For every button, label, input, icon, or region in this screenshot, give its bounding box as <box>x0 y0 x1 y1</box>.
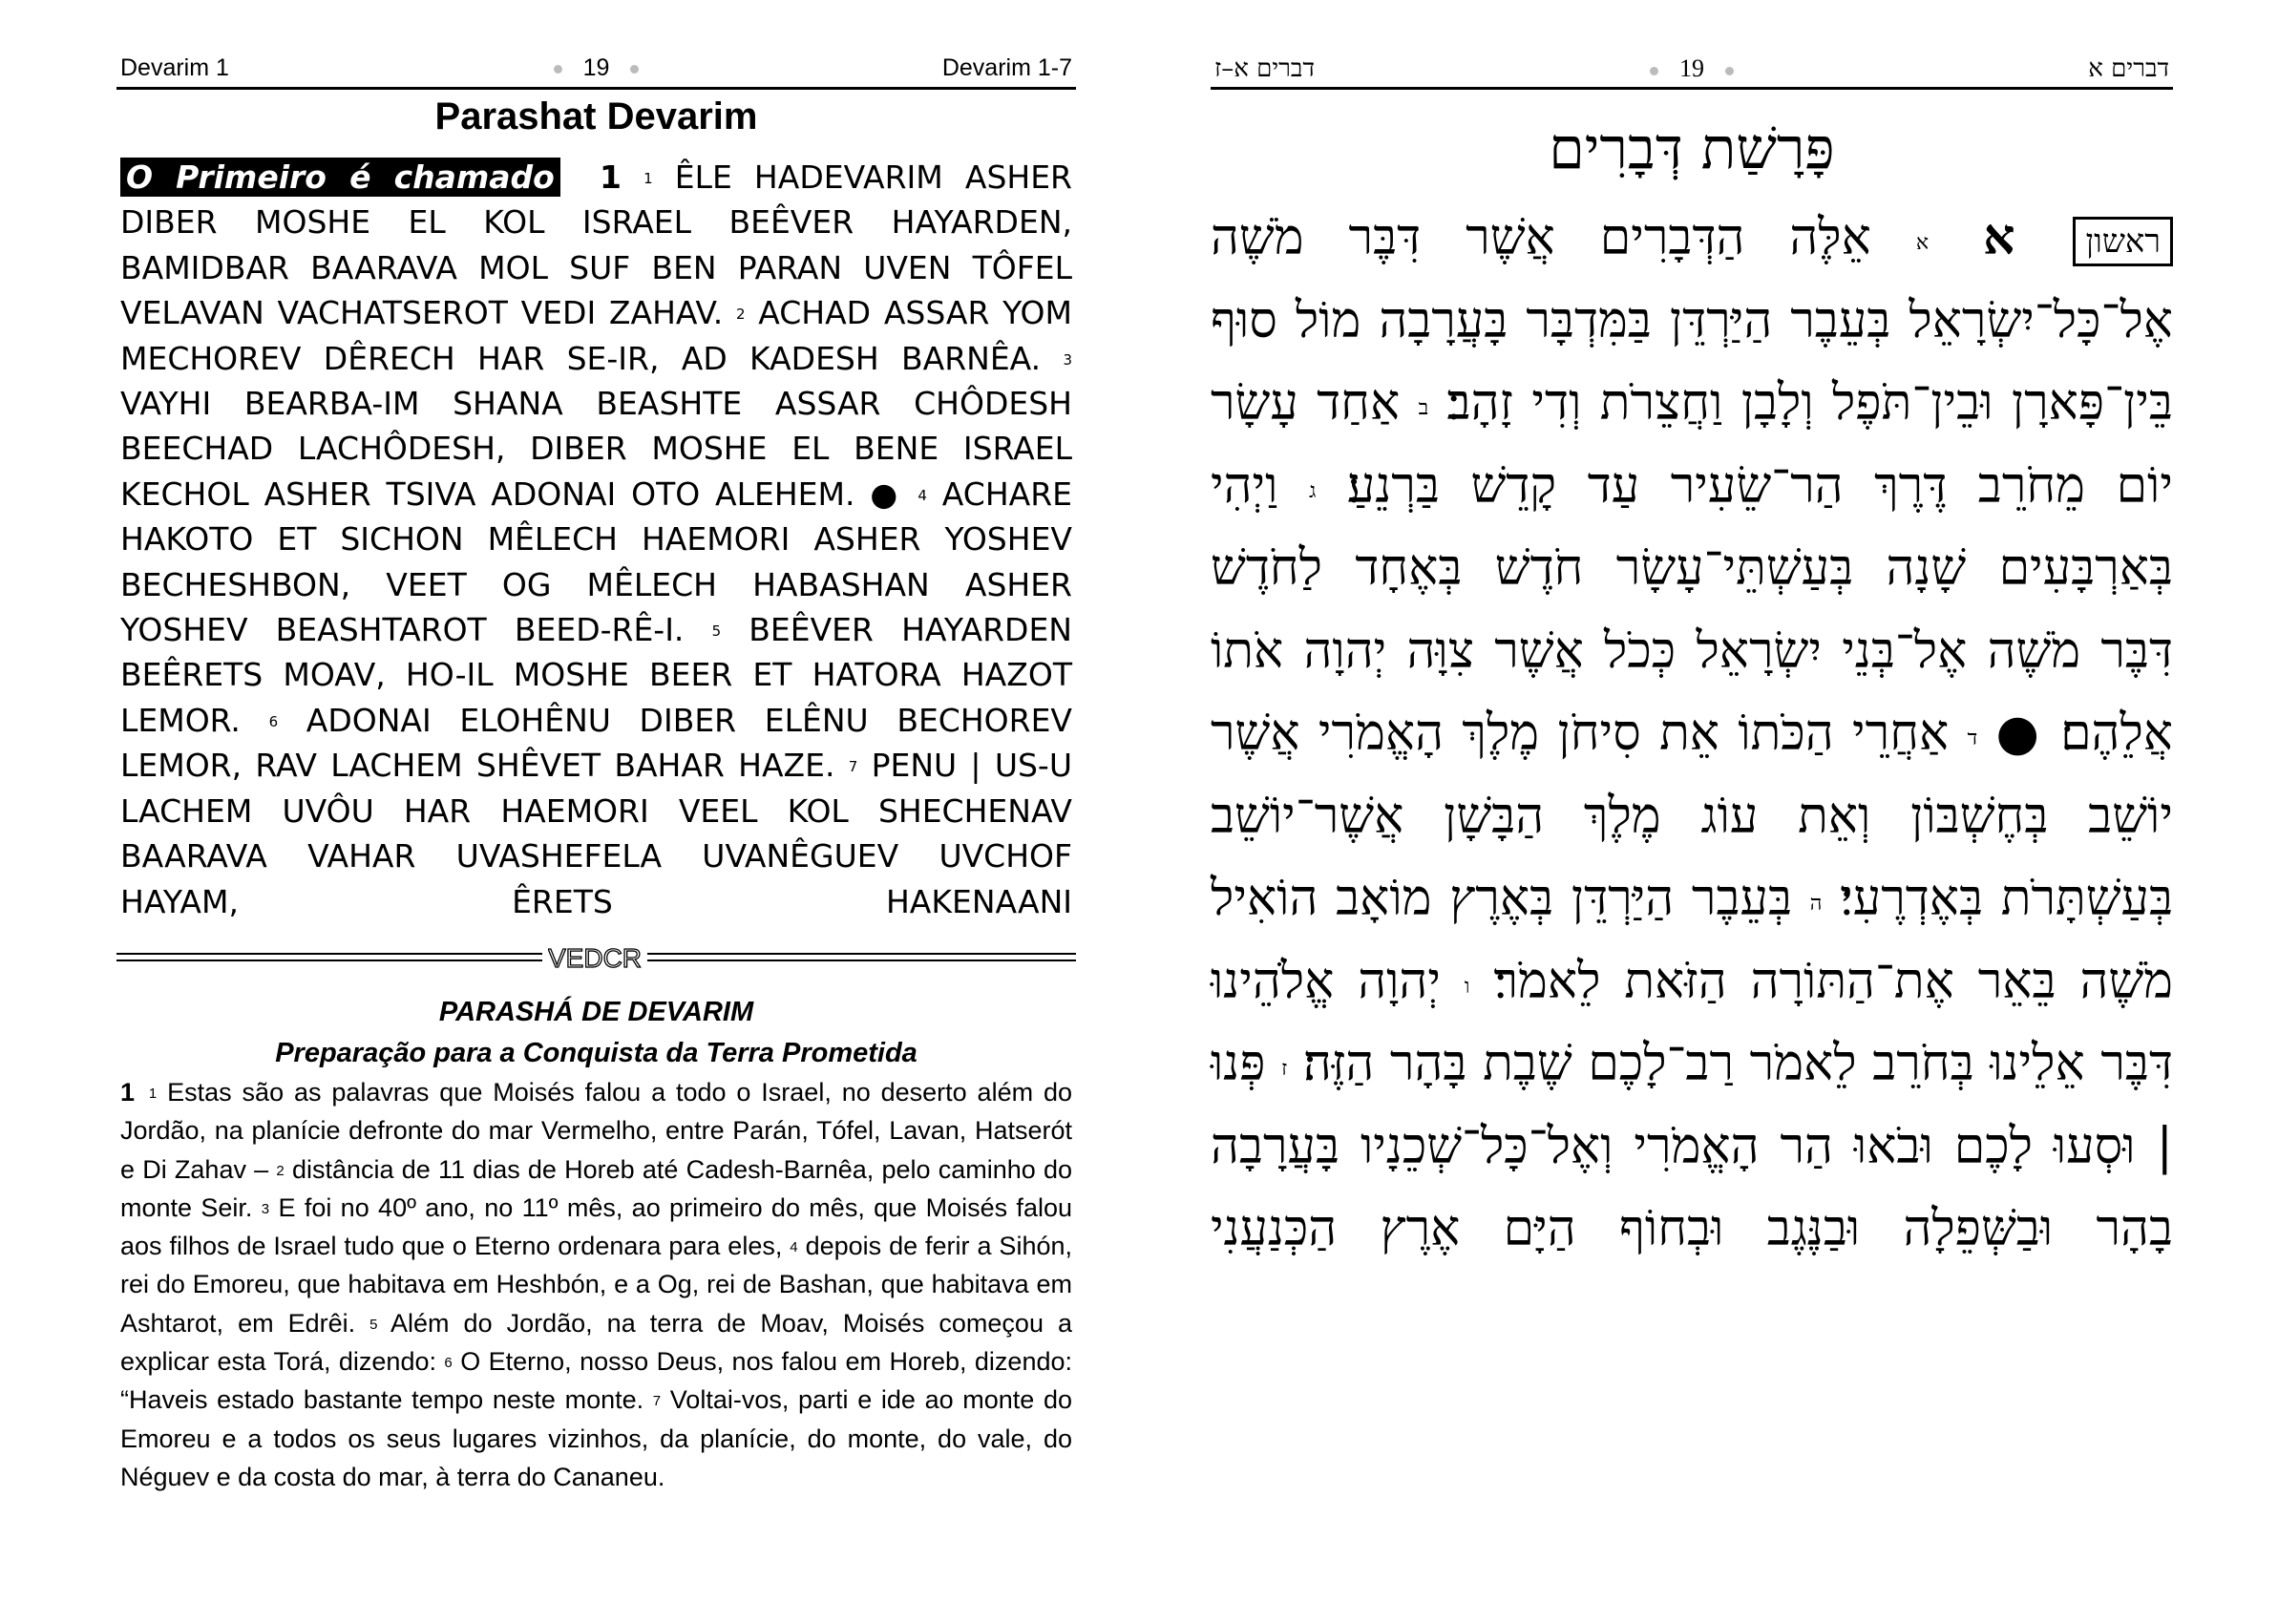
verse-number: 3 <box>1063 350 1072 369</box>
hebrew-page-header <box>1211 53 2173 90</box>
hebrew-header-page-number-wrap <box>1211 54 2173 83</box>
verse-text: depois de ferir a Sihón, rei do Emoreu, que habitava em Heshbón, e a Og, rei de Bashan, que habitava em Ashtarot, em Edrêi. <box>120 1232 1072 1338</box>
verse-number: 3 <box>261 1200 270 1217</box>
transliteration-text <box>116 155 1076 924</box>
verse-text: Além do Jordão, na terra de Moav, Moisés começou a explicar esta Torá, dizendo: <box>120 1308 1072 1376</box>
verse-number: 6 <box>444 1354 453 1371</box>
verse-text: VAYHI BEARBA-IM SHANA BEASHTE ASSAR CHÔDESH BEECHAD LACHÔDESH, DIBER MOSHE EL BENE ISRAEL KECHOL ASHER TSIVA ADONAI OTO ALEHEM. ● <box>120 385 1072 513</box>
verse-number: ג <box>1309 478 1317 503</box>
verse-number: 1 <box>643 170 653 187</box>
verse-number: 2 <box>276 1162 285 1179</box>
dot-icon <box>1725 67 1734 75</box>
header-range: Devarim 1-7 <box>941 54 1072 81</box>
verse-text: ACHAD ASSAR YOM MECHOREV DÊRECH HAR SE-IR, AD KADESH BARNÊA. <box>120 294 1072 377</box>
hebrew-chapter-letter: א <box>1983 208 2015 266</box>
verse-text: Estas são as palavras que Moisés falou a todo o Israel, no deserto além do Jordão, na planície defronte do mar Vermelho, entre Parán, Tófel, Lavan, Hatserót e Di Zahav – <box>120 1077 1072 1184</box>
verse-number: 1 <box>148 1085 158 1102</box>
publisher-logo-icon <box>548 938 642 976</box>
hebrew-header-book: דברים א <box>2088 54 2169 83</box>
dot-icon <box>1650 67 1658 75</box>
dot-icon <box>630 65 639 74</box>
divider-line <box>647 953 1076 961</box>
verse-number: ב <box>1418 396 1429 420</box>
header-page-number-wrap <box>116 54 1076 82</box>
verse-text: E foi no 40º ano, no 11º mês, ao primeiro do mês, que Moisés falou aos filhos de Israel tudo que o Eterno ordenara para eles, <box>120 1192 1072 1261</box>
page-number: 19 <box>582 54 610 81</box>
verse-text: אַחַד עָשָׂר יוֹם מֵחֹרֵב דֶּרֶךְ הַר־שֵׂעִיר עַד קָדֵשׁ בַּרְנֵעַ׃ <box>1211 374 2173 515</box>
dot-icon <box>554 65 562 74</box>
divider-line <box>116 953 542 961</box>
verse-number: ז <box>1281 1057 1288 1081</box>
verse-number: ו <box>1464 974 1470 999</box>
verse-number: ד <box>1967 727 1978 750</box>
verse-number: 4 <box>918 486 927 504</box>
header-book: Devarim 1 <box>120 54 229 81</box>
verse-text: BEÊVER HAYARDEN BEÊRETS MOAV, HO-IL MOSHE BEER ET HATORA HAZOT LEMOR. <box>120 611 1072 739</box>
verse-number: 6 <box>268 712 279 730</box>
translation-verses <box>120 1078 1072 1491</box>
section-divider <box>116 938 1076 980</box>
hebrew-page-title: פָּרָשַׁת דְּבָרִים <box>1549 116 1835 182</box>
verse-text: ADONAI ELOHÊNU DIBER ELÊNU BECHOREV LEMOR, RAV LACHEM SHÊVET BAHAR HAZE. <box>120 701 1072 785</box>
hebrew-aliya-tag: ראשון <box>2073 217 2173 266</box>
verse-number: 5 <box>711 622 722 641</box>
translation-chapter-number: 1 <box>120 1077 136 1107</box>
verse-text: ACHARE HAKOTO ET SICHON MÊLECH HAEMORI ASHER YOSHEV BECHESHBON, VEET OG MÊLECH HABASHAN ASHER YOSHEV BEASHTAROT BEED-RÊ-I. <box>120 475 1073 649</box>
verse-text: distância de 11 dias de Horeb até Cadesh-Barnêa, pelo caminho do monte Seir. <box>120 1154 1072 1222</box>
logo-text: VEDCR <box>548 942 642 973</box>
verse-text: PENU | US-U LACHEM UVÔU HAR HAEMORI VEEL KOL SHECHENAV BAARAVA VAHAR UVASHEFELA UVANÊGUEV UVCHOF HAYAM, ÊRETS HAKENAANI <box>120 747 1072 920</box>
verse-text: פְּנוּ | וּסְעוּ לָכֶם וּבֹאוּ הַר הָאֱמֹרִי וְאֶל־כָּל־שְׁכֵנָיו בָּעֲרָבָה בָהָר וּבַשְּׁפֵלָה וּבַנֶּגֶב וּבְחוֹף הַיָּם אֶרֶץ הַכְּנַעֲנִי <box>1211 1035 2173 1257</box>
verse-text: Voltai-vos, parti e ide ao monte do Emoreu e a todos os seus lugares vizinhos, da planície, do monte, do vale, do Néguev e da costa do mar, à terra do Cananeu. <box>120 1385 1072 1491</box>
verse-number: 7 <box>848 758 858 776</box>
chapter-number: 1 <box>599 158 622 196</box>
verse-text: אֵלֶּה הַדְּבָרִים אֲשֶׁר דִּבֶּר מֹשֶׁה אֶל־כָּל־יִשְׂרָאֵל בְּעֵבֶר הַיַּרְדֵּן בַּמִּדְבָּר בָּעֲרָבָה מוֹל סוּף בֵּין־פָּארָן וּבֵין־תֹּפֶל וְלָבָן וַחֲצֵרֹת וְדִי זָהָב׃ <box>1211 209 2173 432</box>
section-subtitle: Preparação para a Conquista da Terra Prometida <box>275 1037 918 1068</box>
left-page <box>116 53 1076 1580</box>
translation-text <box>116 1073 1076 1496</box>
verse-text: וַיְהִי בְּאַרְבָּעִים שָׁנָה בְּעַשְׁתֵּי־עָשָׂר חֹדֶשׁ בְּאֶחָד לַחֹדֶשׁ דִּבֶּר מֹשֶׁה אֶל־בְּנֵי יִשְׂרָאֵל כְּכֹל אֲשֶׁר צִוָּה יְהוָה אֹתוֹ אֲלֵהֶם׃ ● <box>1211 456 2173 762</box>
section-title: PARASHÁ DE DEVARIM <box>438 996 754 1027</box>
hebrew-page-number: 19 <box>1679 54 1704 82</box>
verse-text: אַחֲרֵי הַכֹּתוֹ אֵת סִיחֹן מֶלֶךְ הָאֱמֹרִי אֲשֶׁר יוֹשֵׁב בְּחֶשְׁבּוֹן וְאֵת עוֹג מֶלֶךְ הַבָּשָׁן אֲשֶׁר־יוֹשֵׁב בְּעַשְׁתָּרֹת בְּאֶדְרֶעִי׃ <box>1211 705 2174 927</box>
verse-text: O Eterno, nosso Deus, nos falou em Horeb, dizendo: “Haveis estado bastante tempo neste monte. <box>120 1346 1072 1415</box>
page-title: Parashat Devarim <box>434 95 758 137</box>
verse-number: 7 <box>652 1393 662 1410</box>
page-header <box>116 53 1076 90</box>
verse-text: ÊLE HADEVARIM ASHER DIBER MOSHE EL KOL ISRAEL BEÊVER HAYARDEN, BAMIDBAR BAARAVA MOL SUF BEN PARAN UVEN TÔFEL VELAVAN VACHATSEROT VEDI ZAHAV. <box>120 158 1072 332</box>
hebrew-verses <box>1211 209 2173 1257</box>
hebrew-header-range: דברים א–ז <box>1214 54 1315 83</box>
verse-number: 4 <box>790 1239 798 1256</box>
hebrew-text <box>1211 197 2173 1271</box>
transliteration-verses <box>120 158 1072 920</box>
right-page <box>1211 53 2173 1580</box>
verse-text: יְהוָה אֱלֹהֵינוּ דִּבֶּר אֵלֵינוּ בְּחֹרֵב לֵאמֹר רַב־לָכֶם שֶׁבֶת בָּהָר הַזֶּה׃ <box>1211 952 2173 1092</box>
verse-number: ה <box>1809 892 1823 916</box>
aliya-tag: O Primeiro é chamado <box>120 158 560 197</box>
verse-number: 5 <box>369 1316 378 1333</box>
verse-text: בְּעֵבֶר הַיַּרְדֵּן בְּאֶרֶץ מוֹאָב הוֹאִיל מֹשֶׁה בֵּאֵר אֶת־הַתּוֹרָה הַזֹּאת לֵאמֹר׃ <box>1211 870 2174 1010</box>
verse-number: א <box>1915 231 1930 255</box>
verse-number: 2 <box>735 306 746 324</box>
